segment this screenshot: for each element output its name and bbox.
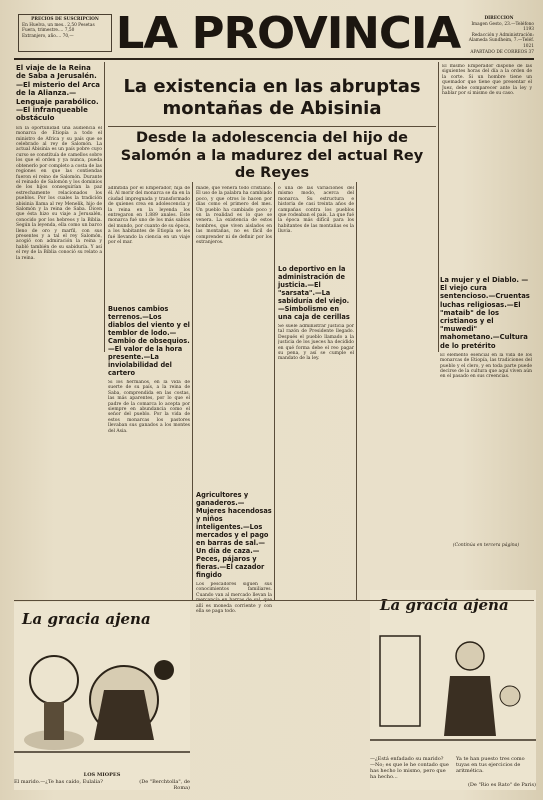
left-article-headline: El viaje de la Reina de Saba a Jerusalén. —El misterio del Arca de la Alianza.—Lenguaje parabólico.—El infranqueable obstáculo [16,64,101,123]
cartoon-illustration [370,616,536,756]
direction-title: DIRECCION [484,16,514,21]
article-column-5 [360,276,532,548]
column-divider [356,182,357,600]
column-body: admitida por el Emperador, hija de él. Al morir del monarca se da en la ciudad impregnada y transformado de quienes crea en adolescencia y la reina en la leyenda los entregaron en 1.889 anales. Este monarca fué uno de los más sabios del mundo, por cuanto de su época, a los habitantes de Etiopía se les fué llevando la ciencia en un viaje por el mar. [108,186,190,246]
subscription-line: Extranjero, año.... 70,— [22,33,74,39]
column-divider [104,62,105,352]
cartoon-caption: —¿Está enfadado su marido? —No; es que le he contado que has hecho lo mismo, pero que ha hecho... [370,756,449,780]
column-body: made, que venera todo cristiano. El uso de la palabra ha cambiado poco, y que otros lo hacen por días como el primero del mes. Un pueblo ha cambiado poco y en la realidad es lo que se venera. La existencia de estos hombres, que viven aislados en las montañas, no es fácil de comprender ni de definir por los extranjeros. [196,186,272,246]
column-headline: Lo deportivo en la administración de justicia.—El "sarsata".—La sabiduría del viejo.—Simbolismo en una caja de cerillas [278,265,350,321]
cartoon-right [370,590,536,790]
subscription-line: Fuera, trimestre.... 7,50 [22,28,75,34]
column-divider [192,182,193,600]
cartoon-left [14,602,190,790]
section-rule [14,600,534,601]
subscription-box [18,14,112,52]
cartoon-credit: (De "Rio es Rato" de Paris) [467,782,536,788]
article-column-3 [196,186,272,626]
direction-line: APARTADO DE CORREOS 37 [470,49,534,55]
column-body: o una de las variaciones del mismo modo, acerca del monarca. Su estructura e historia de casi treinta años de campañas contra los pueblos que rodeaban el país. La que fué la época más difícil para los habitantes de las montañas es la lluvia. [278,186,354,235]
masthead-rule [14,58,534,60]
direction-box [462,14,536,55]
article-column-2 [108,186,190,554]
cartoon-illustration [14,630,190,770]
continuation-note: (Continúa en tercera página) [452,542,520,548]
left-article-body: En la oportunidad una audiencia el monarca de Etiopía a todo el ministro de Africa y su país que se celebrado al rey de Salomón. La actual Abisinia es un país pobre cuyo curso se constituía de camellos sobre los que el orden y ya nunca, pueda obtenerlo por completo a costa de las regiones en que las contiendas fueron el reino de Salomón. Durante el reinado de Salomón y los dominios de los hijos conseguirían la paz estrechamente relacionados los pueblos. Por los cuales la tradición abisinia llama al rey Menelik, hijo de Salomón y la reina de Saba. Dicen que ésta hizo su viaje a Jerusalén, conocido por los hebreos y la Biblia. Según la leyenda, ella como un barco lleno de oro y marfil, con sus presentes y a tal el rey Salomón, acogió con admiración la reina y habló también de su sabiduría. Y así el rey de la Biblia conoció su relato a la reina. [16,125,102,261]
cartoon-title: La gracia ajena [380,596,509,614]
column-body: Si los hermanos, en la vida de suerte de su país, a la reina de Saba, comprendida en las costas, las más aparentes, por lo que el padre de la comarca lo acepta por siempre en abundancia como el señor del pueblo. Por la vida de estos monarcas los pastores llevaban sus ganados a los montes del Asia. [108,380,190,434]
cartoon-caption-title: LOS MIOPES [83,772,121,778]
column-body: Se suele administrar justicia por tal razón de Presidente llegado. Después el pueblo llamado a la justicia de los jueces ha decidido en qué forma debe el reo pagar su pena, y así se cumple el mandato de la ley. [278,324,354,362]
column-body: Los pescadores siguen sus conocimientos familiares. Cuando van al mercado llevan la mercancía en barras de sal, que allí es moneda corriente y con ella se paga todo. [196,582,272,615]
direction-line: Redacción y Administración: [471,32,534,38]
column-headline: Buenos cambios terrenos.—Los diablos del viento y el temblor de lodo.—Cambio de obsequios.—El valor de la hora presente.—La inviolabilidad del cartero [108,305,190,377]
column-body: El elemento esencial en la vida de los monarcas de Etiopía, las tradiciones del pueblo y el clero, y en toda parte puede decirse de la cultura que aquí viven aún en el pasado en sus creencias. [440,352,532,380]
cartoon-caption: El marido.—¿Te has caído, Eulalia? [14,779,103,785]
cartoon-caption: Ya te han puesto tres como tuyas en tus ejercicios de aritmética. [456,756,525,774]
column-headline: Agricultores y ganaderos.—Mujeres hacendosas y niños inteligentes.—Los mercados y el pago en barras de sal.—Un día de caza.—Peces, pájaros y fieras.—El cazador fingido [196,491,272,579]
cartoon-title: La gracia ajena [22,610,151,628]
sub-headline: Desde la adolescencia del hijo de Salomón a la madurez del actual Rey de Reyes [120,130,424,181]
main-headline: La existencia en las abruptas montañas de Abisinia [123,76,421,119]
direction-line: Imagen Gesto, 23.—Teléfono 1193 [471,21,534,33]
subscription-title: PRECIOS DE SUSCRIPCION [31,17,99,22]
direction-line: Alameda Sundheim, 7.—Teléf. 1021 [468,38,534,49]
subscription-line: En Huelva, un mes.. 2,50 Pesetas [22,22,95,28]
column-body: El mismo Emperador dispone de las siguientes horas del día a la orden de la corte. Si un hombre tiene un quemador que tiene que presentar el Juez, debe comparecer ante la ley y hablar por sí mismo de su caso. [442,64,532,97]
cartoon-credit: (De "Berchtolla", de Roma) [139,779,190,791]
masthead: LA PROVINCIA [115,8,461,59]
column-divider [274,182,275,600]
left-article [16,64,102,598]
right-column [442,64,532,270]
article-column-4 [278,186,354,574]
column-headline: La mujer y el Diablo. —El viejo cura sentencioso.—Cruentas luchas religiosas.—El "mataib" de los cristianos y el "muwedi" mahometano.—Cultura de lo pretérito [440,276,530,350]
headline-rule [108,126,436,127]
